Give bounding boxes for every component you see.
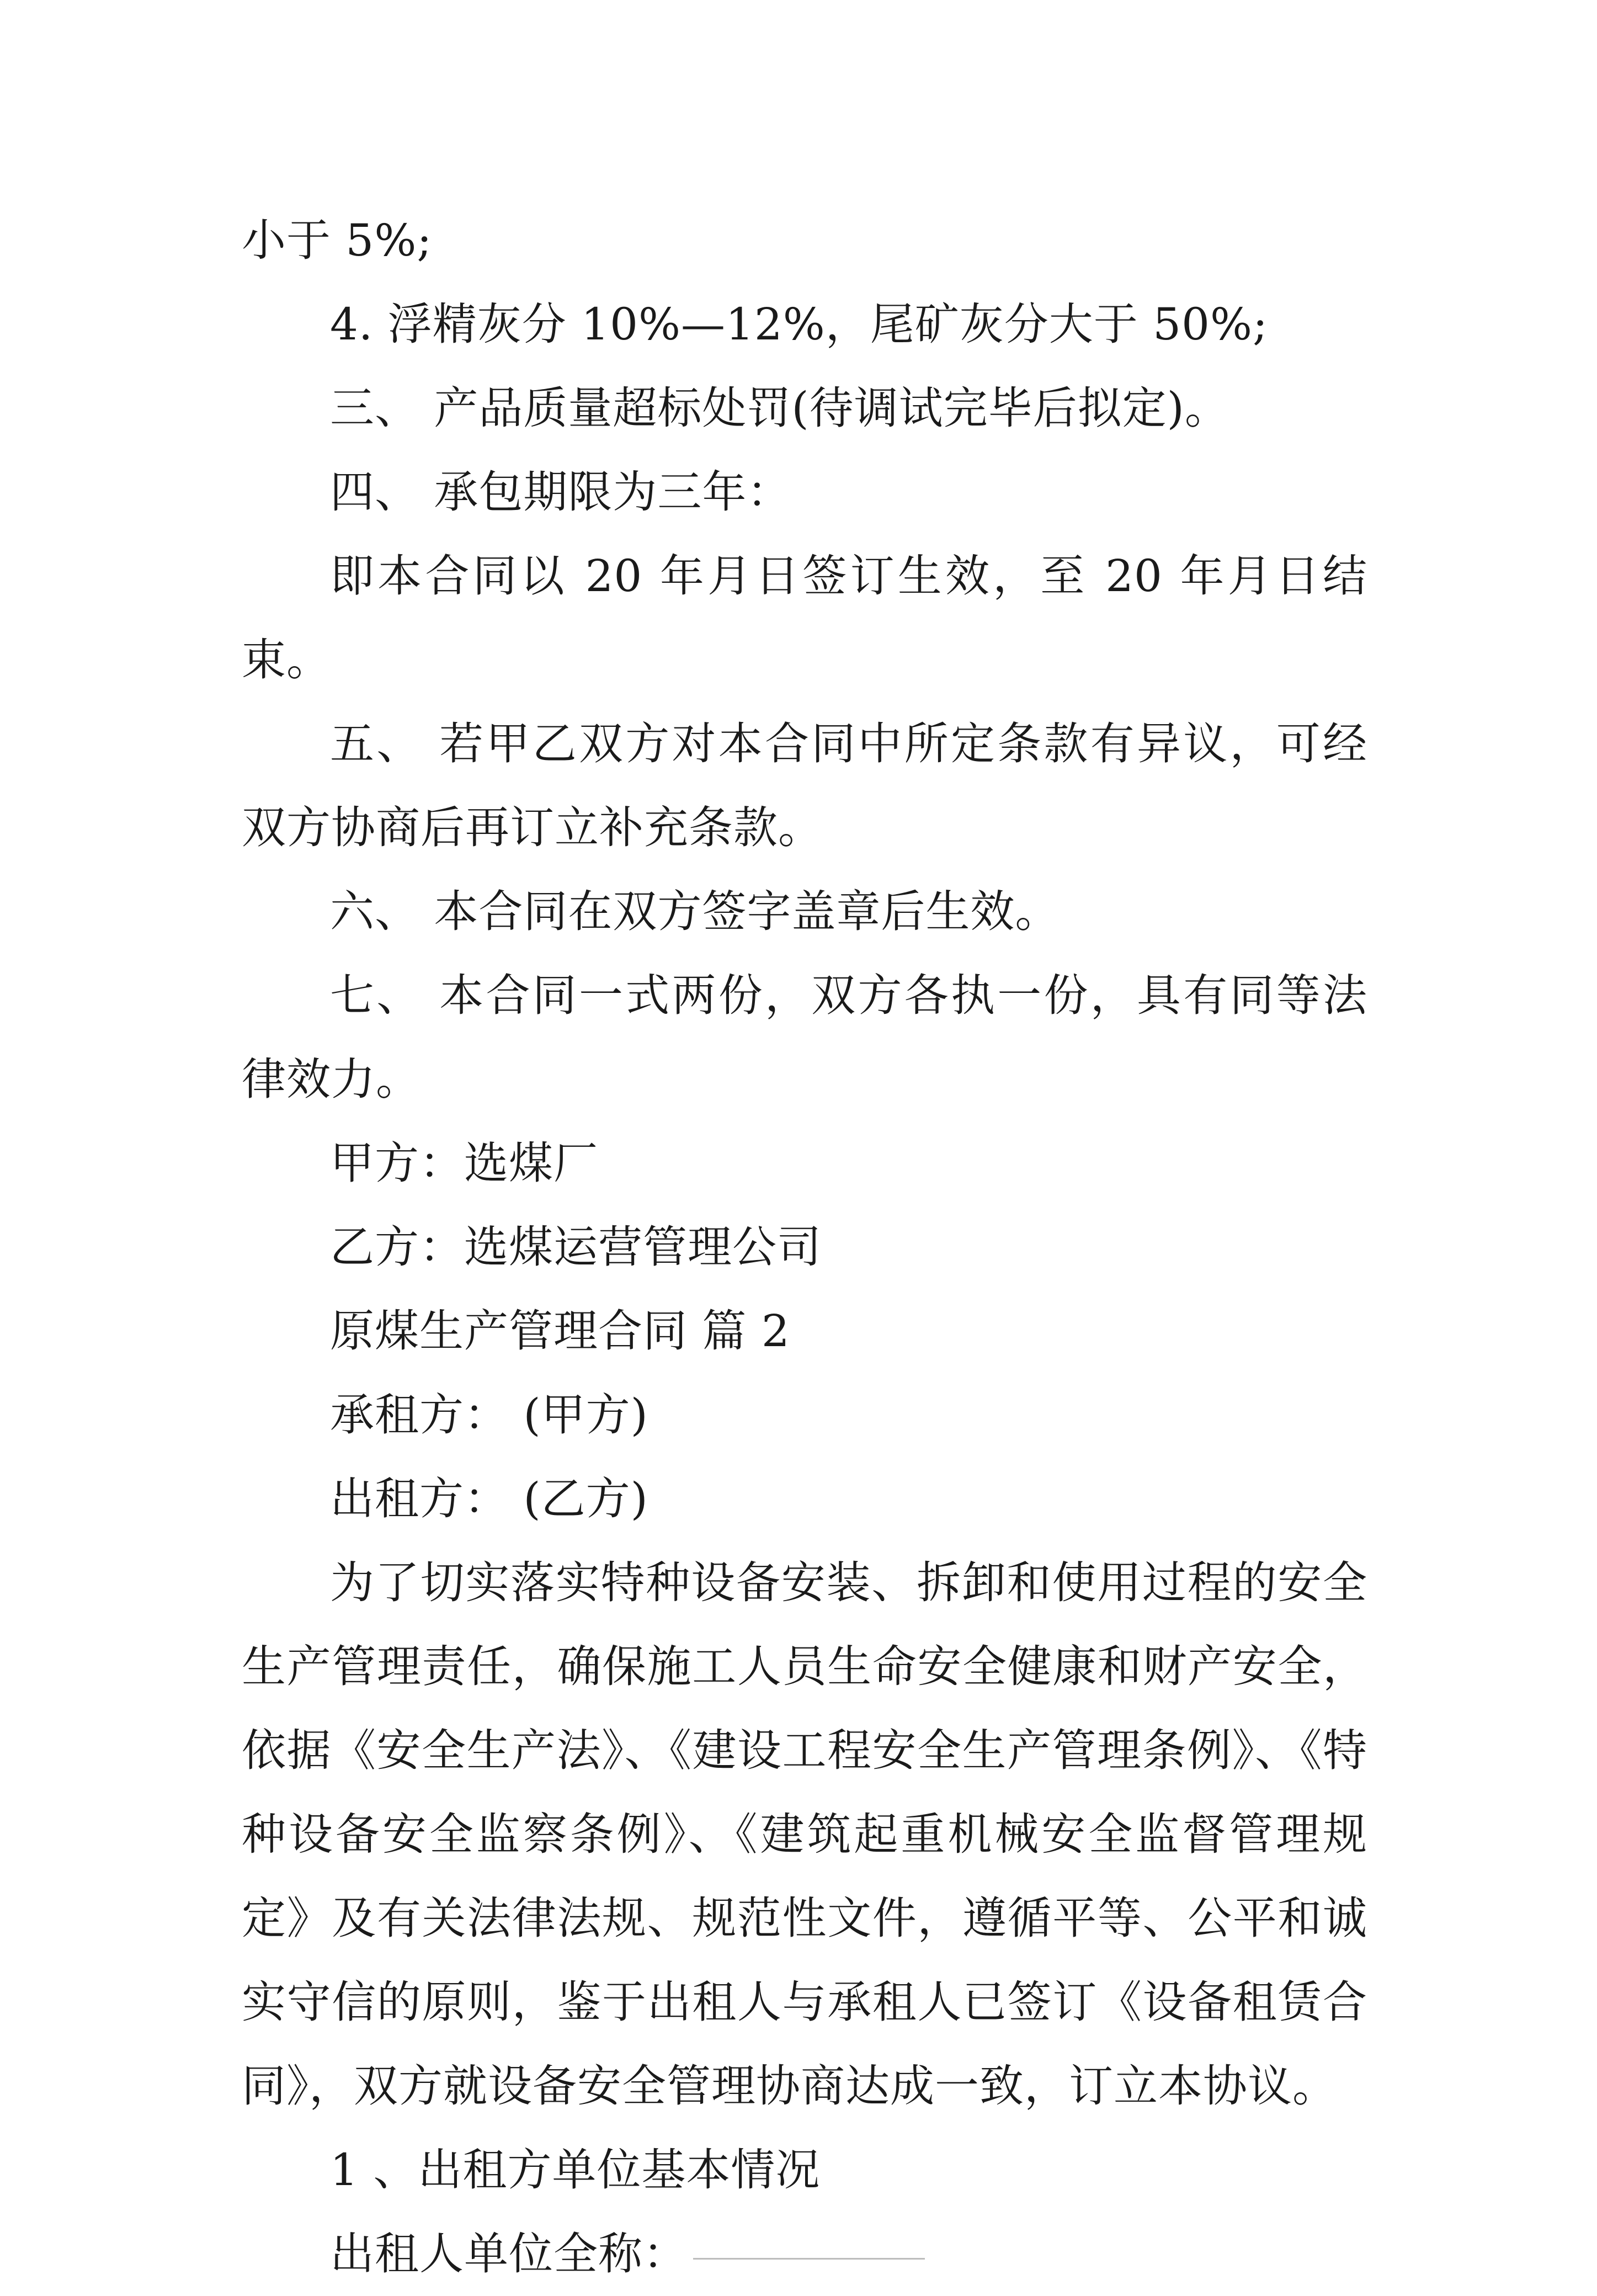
section-heading: 原煤生产管理合同 篇 2	[330, 1305, 790, 1357]
subsection-heading: 1 、出租方单位基本情况	[330, 2144, 821, 2196]
party-a-line: 甲方：选煤厂	[330, 1138, 598, 1189]
paragraph-term: 即本合同以 20 年月日签订生效，至 20 年月日结束。	[242, 550, 1367, 685]
document-body	[242, 199, 1367, 2296]
lessor-line: 出租方： (乙方)	[330, 1473, 648, 1524]
paragraph-item-4: 4. 浮精灰分 10%—12%，尾矿灰分大于 50%;	[330, 299, 1269, 350]
preamble-paragraph: 为了切实落实特种设备安装、拆卸和使用过程的安全生产管理责任，确保施工人员生命安全健康和财产安全，依据《安全生产法》、《建设工程安全生产管理条例》、《特种设备安全监察条例》、《建筑起重机械安全监督管理规定》及有关法律法规、规范性文件，遵循平等、公平和诚实守信的原则，鉴于出租人与承租人已签订《设备租赁合同》，双方就设备安全管理协商达成一致，订立本协议。	[242, 1557, 1367, 2112]
paragraph-clause-7: 七、 本合同一式两份，双方各执一份，具有同等法律效力。	[242, 970, 1367, 1105]
paragraph-clause-5: 五、 若甲乙双方对本合同中所定条款有异议，可经双方协商后再订立补充条款。	[242, 718, 1367, 853]
paragraph-clause-6: 六、 本合同在双方签字盖章后生效。	[330, 886, 1060, 937]
paragraph-continuation: 小于 5%;	[242, 215, 433, 266]
paragraph-clause-3: 三、 产品质量超标处罚(待调试完毕后拟定)。	[330, 382, 1229, 434]
lessor-name-line	[242, 2212, 1367, 2296]
fill-in-blank	[693, 2256, 925, 2260]
lessor-name-label: 出租人单位全称：	[330, 2228, 688, 2279]
lessee-line: 承租方： (甲方)	[330, 1389, 648, 1441]
paragraph-clause-4: 四、 承包期限为三年：	[330, 466, 792, 518]
party-b-line: 乙方：选煤运营管理公司	[330, 1221, 822, 1273]
